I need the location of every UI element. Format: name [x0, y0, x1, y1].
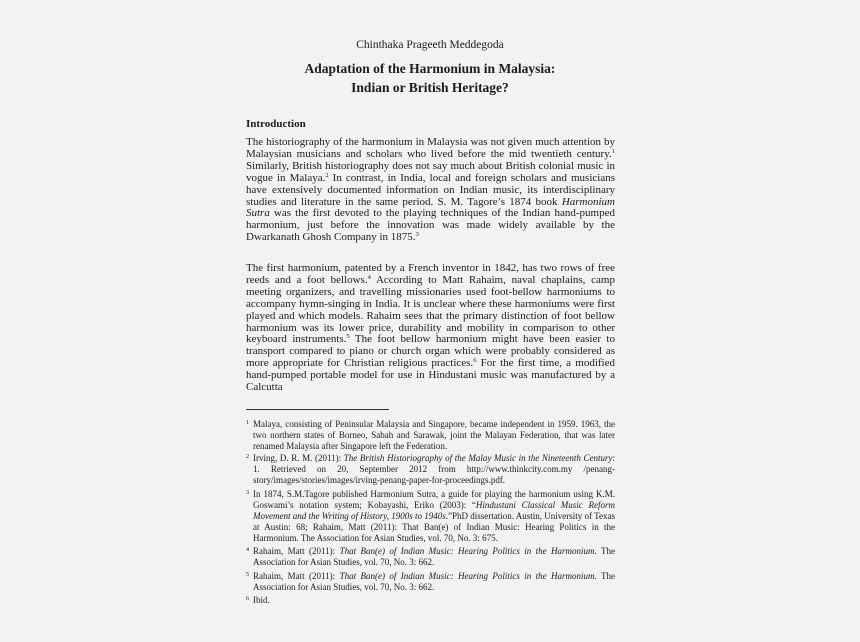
footnote-text [246, 595, 615, 606]
book-title: Harmonium Sutra [246, 195, 615, 220]
footnote-4 [246, 545, 615, 568]
p2-text-3: The foot bellow harmonium might have been easier to transport compared to piano or church organ which were probably considered as more appropriate for Christian religious practices. [246, 333, 615, 370]
title-line-2: Indian or British Heritage? [351, 80, 509, 95]
footnote-5 [246, 570, 615, 593]
footnote-text-part: Irving, D. R. M. (2011): [253, 453, 344, 463]
footnote-text-part: .”PhD dissertation. Austin, University of Texas at Austin: 68; Rahaim, Matt (2011): That Ban(e) of Indian Music: Hearing Politics in the Harmonium. The Association for Asian Studies, vol. 70, No. 3: 675. [253, 511, 615, 543]
footnote-italic-title: The British Historiography of the Malay Music in the Nineteenth Century [343, 453, 613, 463]
footnote-number: 2 [246, 454, 249, 460]
p1-text-2: Similarly, British historiography does not say much about British colonial music in vogue in Malaya. [246, 159, 615, 184]
footnote-ref-1: 1 [611, 147, 615, 155]
p2-text-1: The first harmonium, patented by a French inventor in 1842, has two rows of free reeds and a foot bellows. [246, 262, 615, 286]
footnote-text [246, 546, 615, 568]
footnote-text-part: Malaya, consisting of Peninsular Malaysia and Singapore, became independent in 1959. 1963, the two northern states of Borneo, Sabah and Sarawak, joint the Malayan Federation, that was later renamed Malaysia after Singapore left the Federation. [253, 419, 615, 451]
footnote-number: 3 [246, 490, 249, 496]
footnote-text-part: : 1. Retrieved on 20, September 2012 from http://www.thinkcity.com.my /penang-story/images/stories/images/irving-penang-paper-for-proceedings.pdf. [253, 453, 615, 485]
footnote-text-part: In 1874, S.M.Tagore published Harmonium Sutra, a guide for playing the harmonium using K.M. Goswami’s notation system; Kobayashi, Eriko (2003): “ [253, 489, 615, 510]
footnote-6 [246, 594, 615, 606]
title-line-1: Adaptation of the Harmonium in Malaysia: [304, 61, 556, 76]
section-heading: Introduction [246, 118, 306, 130]
footnote-ref-2: 2 [325, 171, 329, 179]
footnote-ref-4: 4 [367, 273, 371, 281]
footnote-text [246, 453, 615, 486]
footnote-text [246, 571, 615, 593]
footnote-text-part: . The Association for Asian Studies, vol. 70, No. 3: 662. [253, 546, 615, 567]
footnote-italic-title: That Ban(e) of Indian Music: Hearing Politics in the Harmonium [339, 546, 595, 556]
footnote-number: 6 [246, 596, 249, 602]
footnote-text-part: Rahaim, Matt (2011): [253, 546, 340, 556]
footnote-text-part: Ibid. [253, 595, 270, 605]
footnote-2 [246, 452, 615, 486]
p1-text-3: In contrast, in India, local and foreign scholars and musicians have extensively documented information on Indian music, its interdisciplinary studies and literature in the same period. S. M. Tagore’s 1874 book [246, 171, 615, 208]
p2-text-4: For the first time, a modified hand-pumped portable model for use in Hindustani music was manufactured by a Calcutta [246, 357, 615, 394]
footnote-separator [246, 409, 389, 410]
p2-text-2: According to Matt Rahaim, naval chaplains, camp meeting organizers, and travelling missionaries used foot-bellow harmoniums to accompany hymn-singing in India. It is unclear where these harmoniums were first played and which models. Rahaim sees that the primary distinction of foot bellow harmonium was its lower price, durability and mobility in comparison to other keyboard instruments. [246, 273, 615, 346]
footnote-1 [246, 418, 615, 452]
footnote-text [246, 419, 615, 452]
footnote-number: 4 [246, 547, 249, 553]
footnote-3 [246, 488, 615, 544]
footnote-ref-6: 6 [473, 357, 477, 365]
p1-text-4: was the first devoted to the playing techniques of the Indian hand-pumped harmonium, just before the innovation was made widely available by the Dwarkanath Ghosh Company in 1875. [246, 207, 615, 244]
paragraph-1 [246, 137, 615, 244]
author-name: Chinthaka Prageeth Meddegoda [356, 39, 504, 51]
footnote-number: 5 [246, 572, 249, 578]
footnote-ref-3: 3 [415, 231, 419, 239]
footnote-italic-title: Hindustani Classical Music Reform Movement and the Writing of History, 1900s to 1940s [253, 500, 615, 521]
footnote-text-part: Rahaim, Matt (2011): [253, 571, 340, 581]
footnote-text-part: . The Association for Asian Studies, vol. 70, No. 3: 662. [253, 571, 615, 592]
paragraph-2 [246, 263, 615, 394]
p1-text-1: The historiography of the harmonium in Malaysia was not given much attention by Malaysian musicians and scholars who lived before the mid twentieth century. [246, 136, 615, 160]
footnote-text [246, 489, 615, 544]
footnote-ref-5: 5 [346, 333, 350, 341]
paper-title [0, 59, 860, 97]
footnote-italic-title: That Ban(e) of Indian Music: Hearing Politics in the Harmonium [339, 571, 595, 581]
footnote-number: 1 [246, 420, 249, 426]
